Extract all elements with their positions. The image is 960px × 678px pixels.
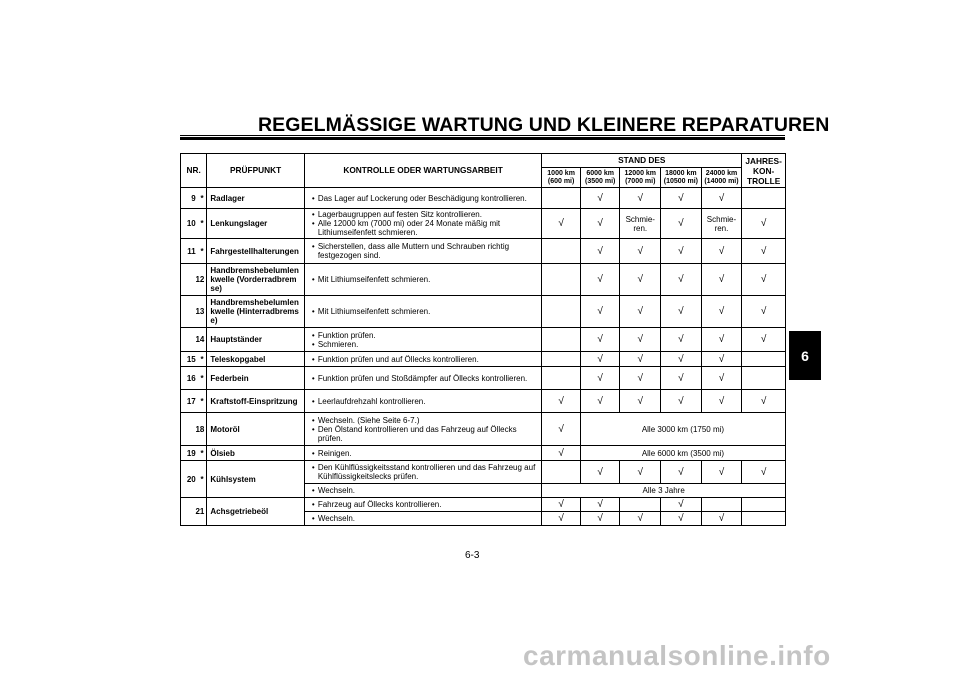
item-label: Lenkungslager [207,209,304,239]
chapter-tab: 6 [789,331,821,380]
item-label: Achsgetriebeöl [207,498,304,526]
item-label: Teleskopgabel [207,352,304,367]
header-jahres: JAHRES-KON-TROLLE [742,154,786,188]
item-label: Fahrgestellhalterungen [207,239,304,264]
table-row: 10 * Lenkungslager • Lagerbaugruppen auf festen Sitz kontrollieren. • Alle 12000 km (7000 mi) oder 24 Monate mäßig mit Lithiumseifenfett schmieren. √ √ Schmie-ren. √ Schmie-ren. √ [181,209,786,239]
table-row: • Wechseln. Alle 3 Jahre [181,484,786,498]
table-row: • Wechseln. √ √ √ √ √ [181,512,786,526]
table-row: 20 * Kühlsystem • Den Kühlflüssigkeitsstand kontrollieren und das Fahrzeug auf Kühlflüssigkeitslecks prüfen. √ √ √ √ √ [181,461,786,484]
table-row: 14 Hauptständer • Funktion prüfen. • Schmieren. √ √ √ √ √ [181,328,786,352]
table-row: 11 * Fahrgestellhalterungen • Sicherstellen, dass alle Muttern und Schrauben richtig festgezogen sind. √ √ √ √ √ [181,239,786,264]
table-row: 12 Handbremshebelumlenkwelle (Vorderradbremse) • Mit Lithiumseifenfett schmieren. √ √ √ √ √ [181,264,786,296]
interval-text: Alle 3 Jahre [542,484,786,498]
interval-text: Alle 6000 km (3500 mi) [580,446,785,461]
table-row: 17 * Kraftstoff-Einspritzung • Leerlaufdrehzahl kontrollieren. √ √ √ √ √ √ [181,390,786,413]
header-stand-des: STAND DES [542,154,742,168]
table-row: 18 Motoröl • Wechseln. (Siehe Seite 6-7.) • Den Ölstand kontrollieren und das Fahrzeug auf Öllecks prüfen. √ Alle 3000 km (1750 mi) [181,413,786,446]
item-label: Federbein [207,367,304,390]
interval-text: Alle 3000 km (1750 mi) [580,413,785,446]
maintenance-table [180,153,786,526]
header-nr: NR. [181,154,207,188]
item-label: Radlager [207,188,304,209]
header-km-4: 18000 km (10500 mi) [661,168,702,188]
watermark-text: carmanualsonline.info [523,640,831,671]
title-rule-thin [180,135,785,136]
page-number: 6-3 [465,550,480,561]
item-label: Handbremshebelumlenkwelle (Hinterradbremse) [207,296,304,328]
table-row: 21 Achsgetriebeöl • Fahrzeug auf Öllecks kontrollieren. √ √ √ [181,498,786,512]
header-km-1: 1000 km (600 mi) [542,168,581,188]
page-title: REGELMÄSSIGE WARTUNG UND KLEINERE REPARATUREN [258,114,830,136]
title-rule-thick [180,137,785,140]
item-label: Kühlsystem [207,461,304,498]
header-km-3: 12000 km (7000 mi) [620,168,661,188]
header-kontrolle: KONTROLLE ODER WARTUNGSARBEIT [304,154,542,188]
table-row: 9 * Radlager • Das Lager auf Lockerung oder Beschädigung kontrollieren. √ √ √ √ [181,188,786,209]
item-label: Kraftstoff-Einspritzung [207,390,304,413]
header-pruefpunkt: PRÜFPUNKT [207,154,304,188]
header-km-2: 6000 km (3500 mi) [580,168,620,188]
table-row: 13 Handbremshebelumlenkwelle (Hinterradbremse) • Mit Lithiumseifenfett schmieren. √ √ √ √ √ [181,296,786,328]
table-row: 15 * Teleskopgabel • Funktion prüfen und auf Öllecks kontrollieren. √ √ √ √ [181,352,786,367]
table-row: 16 * Federbein • Funktion prüfen und Stoßdämpfer auf Öllecks kontrollieren. √ √ √ √ [181,367,786,390]
table-row: 19 * Ölsieb • Reinigen. √ Alle 6000 km (3500 mi) [181,446,786,461]
item-label: Hauptständer [207,328,304,352]
item-label: Handbremshebelumlenkwelle (Vorderradbremse) [207,264,304,296]
item-label: Ölsieb [207,446,304,461]
header-km-5: 24000 km (14000 mi) [701,168,742,188]
item-label: Motoröl [207,413,304,446]
